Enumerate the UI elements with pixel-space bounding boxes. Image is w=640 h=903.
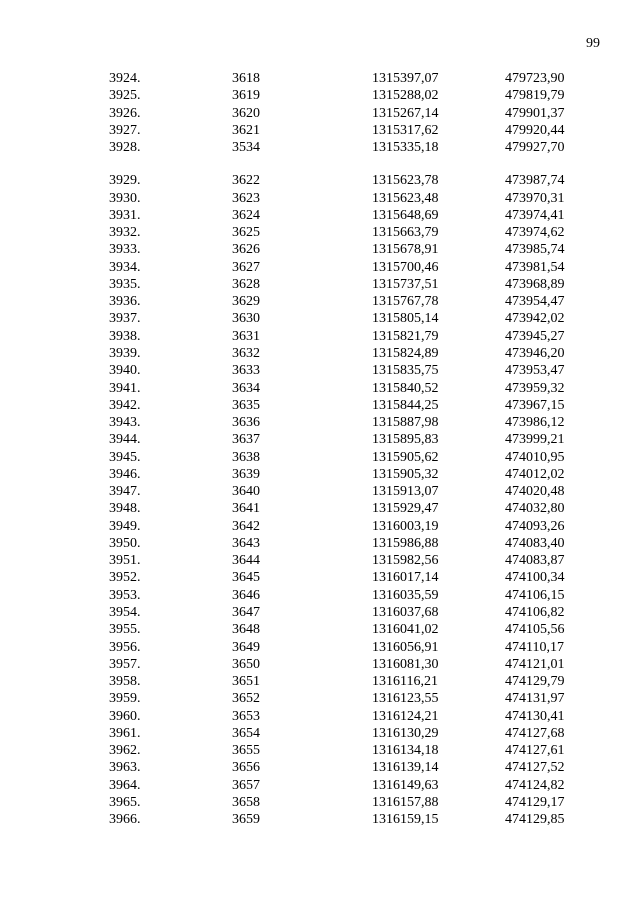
point-id-cell: 3632 (232, 345, 260, 361)
point-id-cell: 3642 (232, 518, 260, 534)
coord-x-cell: 1315982,56 (372, 553, 439, 569)
point-id-cell: 3620 (232, 105, 260, 121)
coord-x-cell: 1315929,47 (372, 501, 439, 517)
coord-y-cell: 474032,80 (505, 501, 565, 517)
point-id-cell: 3648 (232, 622, 260, 638)
coord-x-cell: 1315678,91 (372, 242, 439, 258)
row-number-cell: 3961. (109, 725, 141, 741)
coord-y-cell: 474106,82 (505, 604, 565, 620)
table-row (0, 397, 640, 414)
point-id-cell: 3653 (232, 708, 260, 724)
coord-x-cell: 1316130,29 (372, 725, 439, 741)
coord-x-cell: 1315821,79 (372, 328, 439, 344)
row-number-cell: 3965. (109, 794, 141, 810)
coord-x-cell: 1315895,83 (372, 432, 439, 448)
coord-x-cell: 1315844,25 (372, 397, 439, 413)
row-number-cell: 3958. (109, 674, 141, 690)
coord-x-cell: 1316003,19 (372, 518, 439, 534)
table-row (0, 449, 640, 466)
table-row (0, 794, 640, 811)
row-number-cell: 3938. (109, 328, 141, 344)
coord-y-cell: 474010,95 (505, 449, 565, 465)
coord-x-cell: 1315767,78 (372, 294, 439, 310)
coord-y-cell: 473981,54 (505, 259, 565, 275)
coord-x-cell: 1316149,63 (372, 777, 439, 793)
table-row (0, 604, 640, 621)
row-number-cell: 3936. (109, 294, 141, 310)
table-row (0, 811, 640, 828)
table-row (0, 70, 640, 87)
table-row (0, 535, 640, 552)
point-id-cell: 3635 (232, 397, 260, 413)
coord-x-cell: 1315905,32 (372, 466, 439, 482)
coord-x-cell: 1315317,62 (372, 122, 439, 138)
coord-y-cell: 474083,40 (505, 535, 565, 551)
coord-x-cell: 1316123,55 (372, 691, 439, 707)
coord-x-cell: 1316035,59 (372, 587, 439, 603)
coord-x-cell: 1316116,21 (372, 674, 438, 690)
point-id-cell: 3643 (232, 535, 260, 551)
row-number-cell: 3950. (109, 535, 141, 551)
point-id-cell: 3630 (232, 311, 260, 327)
row-number-cell: 3955. (109, 622, 141, 638)
coord-y-cell: 473970,31 (505, 190, 565, 206)
coord-y-cell: 474127,68 (505, 725, 565, 741)
row-number-cell: 3924. (109, 71, 141, 86)
point-id-cell: 3659 (232, 812, 260, 828)
row-number-cell: 3954. (109, 604, 141, 620)
coord-y-cell: 474127,61 (505, 743, 565, 759)
point-id-cell: 3638 (232, 449, 260, 465)
coord-y-cell: 473942,02 (505, 311, 565, 327)
coord-y-cell: 473985,74 (505, 242, 565, 258)
coord-x-cell: 1315397,07 (372, 71, 439, 86)
point-id-cell: 3647 (232, 604, 260, 620)
coordinate-table (0, 70, 640, 828)
coord-y-cell: 473959,32 (505, 380, 565, 396)
coord-x-cell: 1315623,48 (372, 190, 439, 206)
point-id-cell: 3624 (232, 207, 260, 223)
coord-x-cell: 1316056,91 (372, 639, 439, 655)
table-row (0, 310, 640, 327)
coord-x-cell: 1316124,21 (372, 708, 439, 724)
point-id-cell: 3629 (232, 294, 260, 310)
coord-y-cell: 474131,97 (505, 691, 565, 707)
row-number-cell: 3940. (109, 363, 141, 379)
table-row (0, 224, 640, 241)
point-id-cell: 3652 (232, 691, 260, 707)
row-number-cell: 3929. (109, 173, 141, 189)
coord-y-cell: 473953,47 (505, 363, 565, 379)
table-row (0, 276, 640, 293)
table-row (0, 587, 640, 604)
coord-x-cell: 1316017,14 (372, 570, 439, 586)
coord-x-cell: 1316139,14 (372, 760, 439, 776)
row-number-cell: 3942. (109, 397, 141, 413)
table-row (0, 87, 640, 104)
row-number-cell: 3926. (109, 105, 141, 121)
table-row (0, 241, 640, 258)
coord-x-cell: 1316081,30 (372, 656, 439, 672)
table-row (0, 105, 640, 122)
row-number-cell: 3933. (109, 242, 141, 258)
coord-y-cell: 474129,17 (505, 794, 565, 810)
coord-y-cell: 473987,74 (505, 173, 565, 189)
row-number-cell: 3928. (109, 140, 141, 156)
point-id-cell: 3655 (232, 743, 260, 759)
coord-x-cell: 1315913,07 (372, 484, 439, 500)
point-id-cell: 3646 (232, 587, 260, 603)
point-id-cell: 3651 (232, 674, 260, 690)
table-row (0, 293, 640, 310)
table-row (0, 122, 640, 139)
coord-x-cell: 1315905,62 (372, 449, 439, 465)
point-id-cell: 3654 (232, 725, 260, 741)
table-row (0, 328, 640, 345)
coord-y-cell: 473974,62 (505, 225, 565, 241)
row-number-cell: 3948. (109, 501, 141, 517)
point-id-cell: 3628 (232, 276, 260, 292)
row-number-cell: 3943. (109, 415, 141, 431)
coord-y-cell: 474129,79 (505, 674, 565, 690)
coord-x-cell: 1316157,88 (372, 794, 439, 810)
coord-x-cell: 1315805,14 (372, 311, 439, 327)
table-row (0, 725, 640, 742)
table-row (0, 362, 640, 379)
row-number-cell: 3952. (109, 570, 141, 586)
coord-y-cell: 473946,20 (505, 345, 565, 361)
row-number-cell: 3949. (109, 518, 141, 534)
coord-x-cell: 1315986,88 (372, 535, 439, 551)
table-row (0, 466, 640, 483)
coord-y-cell: 473967,15 (505, 397, 565, 413)
row-number-cell: 3962. (109, 743, 141, 759)
point-id-cell: 3619 (232, 88, 260, 104)
table-row (0, 380, 640, 397)
coord-x-cell: 1315700,46 (372, 259, 439, 275)
table-row (0, 708, 640, 725)
coord-x-cell: 1315824,89 (372, 345, 439, 361)
point-id-cell: 3625 (232, 225, 260, 241)
coord-x-cell: 1315663,79 (372, 225, 439, 241)
coord-x-cell: 1316134,18 (372, 743, 439, 759)
table-row (0, 483, 640, 500)
coord-y-cell: 474093,26 (505, 518, 565, 534)
point-id-cell: 3649 (232, 639, 260, 655)
table-row (0, 345, 640, 362)
row-number-cell: 3951. (109, 553, 141, 569)
coord-y-cell: 473945,27 (505, 328, 565, 344)
table-row (0, 639, 640, 656)
point-id-cell: 3640 (232, 484, 260, 500)
coord-y-cell: 474127,52 (505, 760, 565, 776)
coord-x-cell: 1315840,52 (372, 380, 439, 396)
coord-y-cell: 474106,15 (505, 587, 565, 603)
point-id-cell: 3622 (232, 173, 260, 189)
point-id-cell: 3650 (232, 656, 260, 672)
row-number-cell: 3956. (109, 639, 141, 655)
row-number-cell: 3963. (109, 760, 141, 776)
coord-x-cell: 1316041,02 (372, 622, 439, 638)
row-number-cell: 3957. (109, 656, 141, 672)
coord-x-cell: 1315267,14 (372, 105, 439, 121)
row-number-cell: 3927. (109, 122, 141, 138)
coord-x-cell: 1316159,15 (372, 812, 439, 828)
row-number-cell: 3932. (109, 225, 141, 241)
table-row (0, 259, 640, 276)
table-row (0, 518, 640, 535)
coord-y-cell: 474121,01 (505, 656, 565, 672)
point-id-cell: 3644 (232, 553, 260, 569)
coord-y-cell: 479723,90 (505, 71, 565, 86)
coord-x-cell: 1315887,98 (372, 415, 439, 431)
table-row (0, 673, 640, 690)
table-row (0, 777, 640, 794)
row-number-cell: 3945. (109, 449, 141, 465)
coord-y-cell: 474100,34 (505, 570, 565, 586)
page-number: 99 (586, 36, 600, 51)
table-row (0, 569, 640, 586)
table-row (0, 690, 640, 707)
point-id-cell: 3618 (232, 71, 260, 86)
coord-y-cell: 474105,56 (505, 622, 565, 638)
coord-x-cell: 1315737,51 (372, 276, 439, 292)
table-row (0, 190, 640, 207)
point-id-cell: 3534 (232, 140, 260, 156)
point-id-cell: 3631 (232, 328, 260, 344)
row-number-cell: 3934. (109, 259, 141, 275)
point-id-cell: 3639 (232, 466, 260, 482)
point-id-cell: 3641 (232, 501, 260, 517)
point-id-cell: 3657 (232, 777, 260, 793)
point-id-cell: 3626 (232, 242, 260, 258)
row-number-cell: 3959. (109, 691, 141, 707)
coord-y-cell: 474020,48 (505, 484, 565, 500)
table-row (0, 500, 640, 517)
coord-x-cell: 1315648,69 (372, 207, 439, 223)
row-number-cell: 3935. (109, 276, 141, 292)
coord-y-cell: 474124,82 (505, 777, 565, 793)
table-row (0, 172, 640, 189)
point-id-cell: 3637 (232, 432, 260, 448)
coord-y-cell: 473974,41 (505, 207, 565, 223)
point-id-cell: 3656 (232, 760, 260, 776)
coord-x-cell: 1315835,75 (372, 363, 439, 379)
row-number-cell: 3930. (109, 190, 141, 206)
table-row (0, 621, 640, 638)
row-number-cell: 3931. (109, 207, 141, 223)
row-number-cell: 3953. (109, 587, 141, 603)
table-row (0, 552, 640, 569)
coord-x-cell: 1316037,68 (372, 604, 439, 620)
coord-y-cell: 473968,89 (505, 276, 565, 292)
coord-y-cell: 479927,70 (505, 140, 565, 156)
point-id-cell: 3636 (232, 415, 260, 431)
point-id-cell: 3627 (232, 259, 260, 275)
coord-y-cell: 474130,41 (505, 708, 565, 724)
point-id-cell: 3633 (232, 363, 260, 379)
coord-y-cell: 473999,21 (505, 432, 565, 448)
point-id-cell: 3621 (232, 122, 260, 138)
row-number-cell: 3960. (109, 708, 141, 724)
coord-x-cell: 1315288,02 (372, 88, 439, 104)
coord-y-cell: 473954,47 (505, 294, 565, 310)
table-row (0, 139, 640, 156)
point-id-cell: 3634 (232, 380, 260, 396)
coord-y-cell: 479901,37 (505, 105, 565, 121)
coord-y-cell: 473986,12 (505, 415, 565, 431)
coord-x-cell: 1315623,78 (372, 173, 439, 189)
table-row (0, 431, 640, 448)
coord-y-cell: 474129,85 (505, 812, 565, 828)
coord-y-cell: 474110,17 (505, 639, 564, 655)
table-row (0, 759, 640, 776)
row-number-cell: 3937. (109, 311, 141, 327)
coord-y-cell: 474012,02 (505, 466, 565, 482)
table-row (0, 656, 640, 673)
row-number-cell: 3925. (109, 88, 141, 104)
coord-y-cell: 479920,44 (505, 122, 565, 138)
row-number-cell: 3946. (109, 466, 141, 482)
row-number-cell: 3964. (109, 777, 141, 793)
row-number-cell: 3939. (109, 345, 141, 361)
row-number-cell: 3941. (109, 380, 141, 396)
point-id-cell: 3658 (232, 794, 260, 810)
point-id-cell: 3623 (232, 190, 260, 206)
table-row (0, 742, 640, 759)
row-number-cell: 3944. (109, 432, 141, 448)
table-row (0, 414, 640, 431)
coord-y-cell: 474083,87 (505, 553, 565, 569)
row-number-cell: 3947. (109, 484, 141, 500)
row-number-cell: 3966. (109, 812, 141, 828)
table-row (0, 207, 640, 224)
coord-y-cell: 479819,79 (505, 88, 565, 104)
coord-x-cell: 1315335,18 (372, 140, 439, 156)
point-id-cell: 3645 (232, 570, 260, 586)
